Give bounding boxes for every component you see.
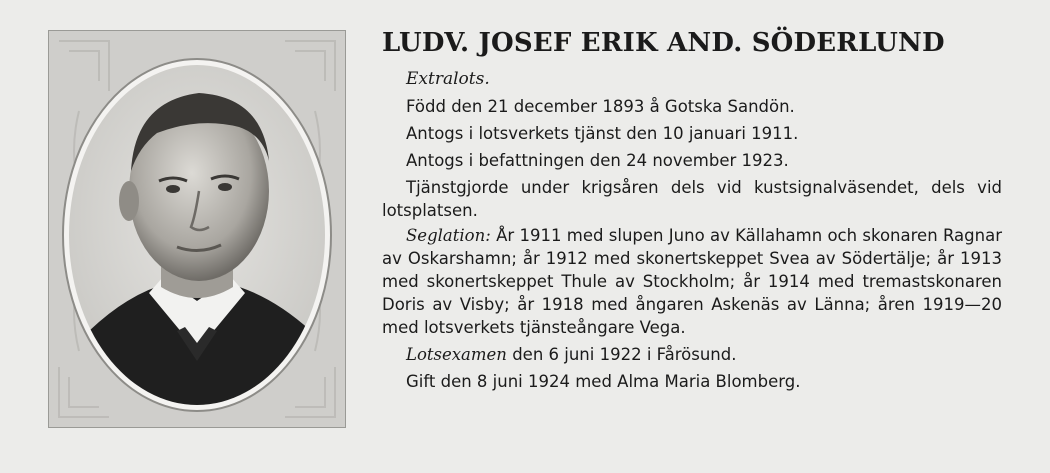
birth-line: Född den 21 december 1893 å Gotska Sandön. (406, 97, 795, 116)
exam-text: den 6 juni 1922 i Fårösund. (512, 345, 737, 364)
service-start-line: Antogs i lotsverkets tjänst den 10 januari 1911. (406, 124, 799, 143)
biography-text (382, 24, 1002, 395)
seglation-paragraph (382, 224, 1002, 339)
portrait-icon (49, 31, 345, 427)
exam-label: Lotsexamen (406, 345, 507, 364)
war-service-paragraph: Tjänstgjorde under krigsåren dels vid kustsignalväsendet, dels vid lotsplatsen. (382, 178, 1002, 220)
person-role: Extralots. (406, 69, 490, 89)
seglation-text: År 1911 med slupen Juno av Källahamn och skonaren Ragnar av Oskarshamn; år 1912 med skonertskeppet Svea av Södertälje; år 1913 med skonertskeppet Thule av Stockholm; år 1914 med tremastskonaren Doris av Visby; år 1918 med ångaren Askenäs av Länna; åren 1919—20 med lotsverkets tjänsteångare Vega. (382, 226, 1002, 337)
exam-line (382, 341, 1002, 368)
position-start-line: Antogs i befattningen den 24 november 1923. (406, 151, 789, 170)
portrait-photo (48, 30, 346, 428)
married-line: Gift den 8 juni 1924 med Alma Maria Blomberg. (406, 372, 801, 391)
person-name: LUDV. JOSEF ERIK AND. SÖDERLUND (382, 28, 945, 58)
seglation-label: Seglation: (406, 226, 491, 245)
